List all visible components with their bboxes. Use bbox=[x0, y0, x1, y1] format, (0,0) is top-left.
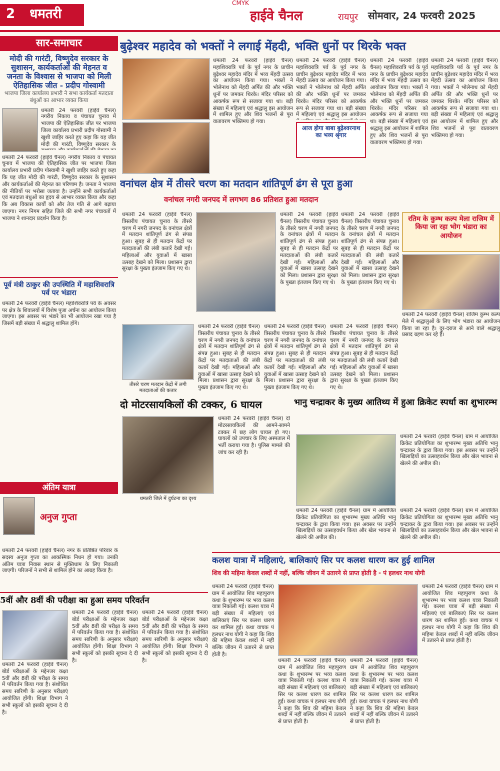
left-column bbox=[0, 36, 118, 476]
election-subhead: वनांचल नगरी जनपद में लगभग 86 प्रतिशत हुआ मतदान bbox=[164, 195, 319, 204]
election-headline-box bbox=[120, 176, 500, 210]
election-body-col2: धमतरी 24 फरवरी (हाईवे चैनल) त्रिस्तरीय पंचायत चुनाव के तीसरे चरण में नगरी जनपद के वनांचल क्षेत्रों में मतदान शांतिपूर्ण ढंग से संपन्न हुआ। सुबह से ही मतदान केंद्रों पर मतदाताओं की लंबी कतारें देखी गईं। महिलाओं और युवाओं में खासा उत्साह देखने को मिला। प्रशासन द्वारा सुरक्षा के पुख्ता इंतजाम किए गए थे। bbox=[280, 212, 338, 286]
rajim-headline: रतिम के कुम्भ कल्प मेला राजिम में किया जा रहा भोग भंडारा का आयोजन bbox=[408, 215, 494, 240]
kalash-headline-box bbox=[212, 552, 500, 582]
newspaper-brand: हाईवे चैनल bbox=[250, 9, 303, 24]
exam-headline: 5वीं और 8वीं की परीक्षा का हुआ समय परिवर्तन bbox=[0, 595, 150, 605]
kalash-body-col1: धमतरी 24 फरवरी (हाईवे चैनल) ग्राम में आयोजित शिव महापुराण कथा के शुभारम्भ पर भव्य कलश यात्रा निकाली गई। कलश यात्रा में बड़ी संख्या में महिलाएं एवं बालिकाएं सिर पर कलश धारण कर शामिल हुईं। कथा वाचक पं हलधर नाथ योगी ने कहा कि शिव की महिमा केवल शब्दों में नहीं बल्कि जीवन में उतारने से प्राप्त होती है। bbox=[212, 584, 274, 658]
page-number-badge bbox=[0, 4, 84, 26]
election-body-col1: धमतरी 24 फरवरी (हाईवे चैनल) त्रिस्तरीय पंचायत चुनाव के तीसरे चरण में नगरी जनपद के वनांचल क्षेत्रों में मतदान शांतिपूर्ण ढंग से संपन्न हुआ। सुबह से ही मतदान केंद्रों पर मतदाताओं की लंबी कतारें देखी गईं। महिलाओं और युवाओं में खासा उत्साह देखने को मिला। प्रशासन द्वारा सुरक्षा के पुख्ता इंतजाम किए गए थे। bbox=[122, 212, 192, 273]
rajim-body: धमतरी 24 फरवरी (हाईवे चैनल) राजिम कुम्भ कल्प मेले में श्रद्धालुओं के लिए भोग भंडारा का आयोजन किया जा रहा है। दूर-दराज से आने वाले श्रद्धालु प्रसाद ग्रहण कर रहे हैं। bbox=[402, 312, 500, 339]
lead-headline: बुढ़ेश्वर महादेव को भक्तों ने लगाई मेंहदी, भक्ति धुनों पर थिरके भक्त bbox=[120, 39, 406, 53]
lead-body-col3: धमतरी 24 फरवरी (हाईवे चैनल) महाशिवरात्रि पर्व के पूर्व नगर के प्राचीन बुढ़ेश्वर महादेव मंदिर में भव्य मेंहदी उत्सव का आयोजन किया गया। भक्तों ने भोलेनाथ को मेंहदी अर्पित की और भक्ति धुनों पर जमकर थिरके। मंदिर परिसर को आकर्षक रूप से सजाया गया था। बड़ी संख्या में महिलाएं एवं श्रद्धालु इस आयोजन में शामिल हुए और शिव भजनों से पूरा वातावरण भक्तिमय हो गया। bbox=[370, 58, 428, 146]
cricket-photo bbox=[296, 434, 396, 506]
obituary-box bbox=[0, 482, 118, 548]
lead-body-col2: धमतरी 24 फरवरी (हाईवे चैनल) महाशिवरात्रि पर्व के पूर्व नगर के प्राचीन बुढ़ेश्वर महादेव मंदिर में भव्य मेंहदी उत्सव का आयोजन किया गया। भक्तों ने भोलेनाथ को मेंहदी अर्पित की और भक्ति धुनों पर जमकर थिरके। मंदिर परिसर को आकर्षक रूप से सजाया गया था। बड़ी संख्या में महिलाएं एवं श्रद्धालु इस आयोजन bbox=[296, 58, 366, 119]
lead-body-col4: धमतरी 24 फरवरी (हाईवे चैनल) महाशिवरात्रि पर्व के पूर्व नगर के प्राचीन बुढ़ेश्वर महादेव मंदिर में भव्य मेंहदी उत्सव का आयोजन किया गया। भक्तों ने भोलेनाथ को मेंहदी अर्पित की और भक्ति धुनों पर जमकर थिरके। मंदिर परिसर को आकर्षक रूप से सजाया गया था। बड़ी संख्या में महिलाएं एवं श्रद्धालु इस आयोजन में शामिल हुए और शिव भजनों से पूरा वातावरण भक्तिमय हो गया। bbox=[431, 58, 498, 139]
lead-photo-1 bbox=[122, 58, 210, 120]
section-name: धमतरी bbox=[29, 7, 62, 22]
kalash-subhead: शिव की महिमा केवल शब्दों में नहीं, बल्कि जीवन में उतारने से प्राप्त होती है - पं हलधर नाथ योगी bbox=[212, 570, 425, 577]
news1-portrait-photo bbox=[2, 108, 38, 152]
obituary-title: अंतिम यात्रा bbox=[0, 482, 118, 494]
mid-photo-1-caption: तीसरे चरण मतदान केंद्रों में लगी मतदाताओं की कतार bbox=[129, 382, 187, 394]
kalash-body-col4: धमतरी 24 फरवरी (हाईवे चैनल) ग्राम में आयोजित शिव महापुराण कथा के शुभारम्भ पर भव्य कलश यात्रा निकाली गई। कलश यात्रा में बड़ी संख्या में महिलाएं एवं बालिकाएं सिर पर कलश धारण कर शामिल हुईं। कथा वाचक पं हलधर नाथ योगी ने कहा कि शिव की महिमा केवल शब्दों में नहीं बल्कि जीवन में उतारने से प्राप्त होती है। bbox=[422, 584, 498, 645]
exam-body-col1: धमतरी 24 फरवरी (हाईवे चैनल) बोर्ड परीक्षाओं के मद्देनजर कक्षा 5वीं और 8वीं की परीक्षा के समय में परिवर्तन किया गया है। संशोधित समय सारिणी के अनुसार परीक्षाएं आयोजित होंगी। शिक्षा विभाग ने सभी स्कूलों को इसकी सूचना दे दी है। bbox=[2, 662, 68, 716]
exam-photo bbox=[2, 610, 68, 660]
exam-body-col3: धमतरी 24 फरवरी (हाईवे चैनल) बोर्ड परीक्षाओं के मद्देनजर कक्षा 5वीं और 8वीं की परीक्षा के समय में परिवर्तन किया गया है। संशोधित समय सारिणी के अनुसार परीक्षाएं आयोजित होंगी। शिक्षा विभाग ने सभी स्कूलों को इसकी सूचना दे दी है। bbox=[142, 610, 208, 664]
cricket-body-col2: धमतरी 24 फरवरी (हाईवे चैनल) ग्राम में आयोजित क्रिकेट प्रतियोगिता का शुभारम्भ मुख्य अतिथि भानु चन्द्राकर के द्वारा किया गया। इस अवसर पर उन्होंने खिलाड़ियों का उत्साहवर्धन किया और खेल भावना से खेलने की अपील की। bbox=[296, 508, 396, 542]
kalash-photo bbox=[278, 584, 418, 656]
lead-body-col1: धमतरी 24 फरवरी (हाईवे चैनल) महाशिवरात्रि पर्व के पूर्व नगर के प्राचीन बुढ़ेश्वर महादेव मंदिर में भव्य मेंहदी उत्सव का आयोजन किया गया। भक्तों ने भोलेनाथ को मेंहदी अर्पित की और भक्ति धुनों पर जमकर थिरके। मंदिर परिसर को आकर्षक रूप से सजाया गया था। बड़ी संख्या में महिलाएं एवं श्रद्धालु इस आयोजन में शामिल हुए और शिव भजनों से पूरा वातावरण भक्तिमय हो गया। bbox=[213, 58, 293, 126]
news1-headline: मोदी की गारंटी, विष्णुदेव सरकार के सुशासन, कार्यकर्ताओं की मेहनत व जनता के विश्वास से भाजपा को मिली ऐतिहासिक जीत - प्रदीप गोस्वामी bbox=[6, 54, 112, 90]
election-headline: वनांचल क्षेत्र में तीसरे चरण का मतदान शांतिपूर्ण ढंग से पूरा हुआ bbox=[120, 179, 353, 190]
exam-body-col2: धमतरी 24 फरवरी (हाईवे चैनल) बोर्ड परीक्षाओं के मद्देनजर कक्षा 5वीं और 8वीं की परीक्षा के समय में परिवर्तन किया गया है। संशोधित समय सारिणी के अनुसार परीक्षाएं आयोजित होंगी। शिक्षा विभाग ने सभी स्कूलों को इसकी सूचना दे दी है। bbox=[72, 610, 138, 664]
news2-headline: पूर्व मंत्री ठाकुर की उपस्थिति में महाशिवरात्रि पर्व पर भंडारा bbox=[0, 277, 118, 301]
mid-photo-1 bbox=[122, 324, 194, 380]
dateline: सोमवार, 24 फरवरी 2025 bbox=[368, 11, 476, 22]
cricket-headline-box bbox=[294, 398, 500, 432]
election-photo bbox=[196, 212, 276, 312]
mid-body-col1: धमतरी 24 फरवरी (हाईवे चैनल) त्रिस्तरीय पंचायत चुनाव के तीसरे चरण में नगरी जनपद के वनांचल क्षेत्रों में मतदान शांतिपूर्ण ढंग से संपन्न हुआ। सुबह से ही मतदान केंद्रों पर मतदाताओं की लंबी कतारें देखी गईं। महिलाओं और युवाओं में खासा उत्साह देखने को मिला। प्रशासन द्वारा सुरक्षा के पुख्ता इंतजाम किए गए थे। bbox=[198, 324, 260, 392]
obituary-name: अनुज गुप्ता bbox=[40, 512, 77, 523]
lead-photo-2 bbox=[122, 122, 210, 174]
page-number: 2 bbox=[6, 7, 16, 22]
accident-headline: दो मोटरसायकिलों की टक्कर, 6 घायल bbox=[120, 400, 262, 411]
cmyk-mark: CMYK bbox=[232, 0, 249, 7]
news2-body: धमतरी 24 फरवरी (हाईवे चैनल) महाशिवरात्रि पर्व के अवसर पर क्षेत्र के शिवालयों में विशेष पूजा अर्चना का आयोजन किया जाएगा। इस अवसर पर भंडारे का भी आयोजन रखा गया है जिसमें बड़ी संख्या में श्रद्धालु शामिल होंगे। bbox=[2, 300, 116, 328]
mid-body-col2: धमतरी 24 फरवरी (हाईवे चैनल) त्रिस्तरीय पंचायत चुनाव के तीसरे चरण में नगरी जनपद के वनांचल क्षेत्रों में मतदान शांतिपूर्ण ढंग से संपन्न हुआ। सुबह से ही मतदान केंद्रों पर मतदाताओं की लंबी कतारें देखी गईं। महिलाओं और युवाओं में खासा उत्साह देखने को मिला। प्रशासन द्वारा सुरक्षा के पुख्ता इंतजाम किए गए थे। bbox=[264, 324, 326, 392]
kalash-headline: कलश यात्रा में महिलाएं, बालिकाएं सिर पर कलश धारण कर हुई शामिल bbox=[212, 556, 435, 566]
obituary-photo bbox=[3, 497, 35, 535]
kalash-body-col2: धमतरी 24 फरवरी (हाईवे चैनल) ग्राम में आयोजित शिव महापुराण कथा के शुभारम्भ पर भव्य कलश यात्रा निकाली गई। कलश यात्रा में बड़ी संख्या में महिलाएं एवं बालिकाएं सिर पर कलश धारण कर शामिल हुईं। कथा वाचक पं हलधर नाथ योगी ने कहा कि शिव की महिमा केवल शब्दों में नहीं बल्कि जीवन में उतारने से प्राप्त होती है। bbox=[278, 658, 346, 726]
accident-headline-box bbox=[120, 398, 290, 414]
lead-inset-text: आज होगा बाबा बुढ़ेश्वरनाथ का भव्य श्रृंगार bbox=[301, 126, 361, 140]
lead-headline-box bbox=[120, 36, 500, 56]
section-title-sar-samachar: सार-समाचार bbox=[0, 36, 118, 51]
cricket-headline: भानु चन्द्राकर के मुख्य आतिथ्य में हुआ क्रिकेट स्पर्धा का शुभारम्भ bbox=[294, 398, 497, 408]
rajim-photo bbox=[402, 254, 500, 310]
masthead bbox=[0, 0, 500, 32]
mid-body-col3: धमतरी 24 फरवरी (हाईवे चैनल) त्रिस्तरीय पंचायत चुनाव के तीसरे चरण में नगरी जनपद के वनांचल क्षेत्रों में मतदान शांतिपूर्ण ढंग से संपन्न हुआ। सुबह से ही मतदान केंद्रों पर मतदाताओं की लंबी कतारें देखी गईं। महिलाओं और युवाओं में खासा उत्साह देखने को मिला। प्रशासन द्वारा सुरक्षा के पुख्ता इंतजाम किए गए थे। bbox=[330, 324, 398, 392]
cricket-body-col3: धमतरी 24 फरवरी (हाईवे चैनल) ग्राम में आयोजित क्रिकेट प्रतियोगिता का शुभारम्भ मुख्य अतिथि भानु चन्द्राकर के द्वारा किया गया। इस अवसर पर उन्होंने खिलाड़ियों का उत्साहवर्धन किया और खेल भावना से खेलने की अपील की। bbox=[400, 508, 498, 542]
rajim-headline-box bbox=[402, 212, 500, 252]
accident-photo bbox=[122, 416, 214, 494]
lead-inset-box bbox=[296, 122, 366, 158]
obituary-body: धमतरी 24 फरवरी (हाईवे चैनल) नगर के प्रतिष्ठित परिवार के सदस्य अनुज गुप्ता का आकस्मिक निधन हो गया। उनकी अंतिम यात्रा निवास स्थान से मुक्तिधाम के लिए निकाली जाएगी। परिजनों ने सभी से शामिल होने का आग्रह किया है। bbox=[2, 548, 118, 575]
news1-subhead: भाजपा जिला कार्यालय प्रभारी ने सभा कार्यकर्ता मतदाता बंधुओं का आभार व्यक्त किया bbox=[4, 91, 114, 104]
brand-city: रायपुर bbox=[338, 13, 359, 23]
kalash-body-col3: धमतरी 24 फरवरी (हाईवे चैनल) ग्राम में आयोजित शिव महापुराण कथा के शुभारम्भ पर भव्य कलश यात्रा निकाली गई। कलश यात्रा में बड़ी संख्या में महिलाएं एवं बालिकाएं सिर पर कलश धारण कर शामिल हुईं। कथा वाचक पं हलधर नाथ योगी ने कहा कि शिव की महिमा केवल शब्दों में नहीं बल्कि जीवन में उतारने से प्राप्त होती है। bbox=[350, 658, 418, 726]
cricket-body-col1: धमतरी 24 फरवरी (हाईवे चैनल) ग्राम में आयोजित क्रिकेट प्रतियोगिता का शुभारम्भ मुख्य अतिथि भानु चन्द्राकर के द्वारा किया गया। इस अवसर पर उन्होंने खिलाड़ियों का उत्साहवर्धन किया और खेल भावना से खेलने की अपील की। bbox=[400, 434, 498, 468]
news1-body: धमतरी 24 फरवरी (हाईवे चैनल) नगरीय निकाय व पंचायत चुनाव में भाजपा की ऐतिहासिक जीत पर भाजपा जिला कार्यालय प्रभारी प्रदीप गोस्वामी ने खुशी जाहिर करते हुए कहा कि यह जीत मोदी की गारंटी, विष्णुदेव सरकार के सुशासन और कार्यकर्ताओं की मेहनत का परिणाम है। जनता ने भाजपा की नीतियों पर भरोसा जताया है। उन्होंने सभी कार्यकर्ताओं एवं मतदाता बंधुओं का हृदय से आभार व्यक्त किया और कहा कि अब विकास कार्यों को और तेज गति से आगे बढ़ाया जाएगा। नगर निगम सहित जिले की सभी नगर पंचायतों में भाजपा ने शानदार प्रदर्शन किया है। bbox=[2, 154, 116, 222]
news1-body-lead: धमतरी 24 फरवरी (हाईवे चैनल) नगरीय निकाय व पंचायत चुनाव में भाजपा की ऐतिहासिक जीत पर भाजपा जिला कार्यालय प्रभारी प्रदीप गोस्वामी ने खुशी जाहिर करते हुए कहा कि यह जीत मोदी की गारंटी, विष्णुदेव सरकार के bbox=[41, 107, 116, 148]
accident-photo-caption: धमतरी जिले में दुर्घटना का दृश्य bbox=[139, 496, 197, 502]
accident-body: धमतरी 24 फरवरी (हाईवे चैनल) दो मोटरसायकिलों की आमने-सामने टक्कर में छह लोग घायल हो गए। घायलों को उपचार के लिए अस्पताल में भर्ती कराया गया है। पुलिस मामले की जांच कर रही है। bbox=[218, 416, 290, 456]
election-body-col3: धमतरी 24 फरवरी (हाईवे चैनल) त्रिस्तरीय पंचायत चुनाव के तीसरे चरण में नगरी जनपद के वनांचल क्षेत्रों में मतदान शांतिपूर्ण ढंग से संपन्न हुआ। सुबह से ही मतदान केंद्रों पर मतदाताओं की लंबी कतारें देखी गईं। महिलाओं और युवाओं में खासा उत्साह देखने को मिला। प्रशासन द्वारा सुरक्षा के पुख्ता इंतजाम किए गए थे। bbox=[341, 212, 399, 286]
exam-headline-box bbox=[0, 592, 208, 608]
